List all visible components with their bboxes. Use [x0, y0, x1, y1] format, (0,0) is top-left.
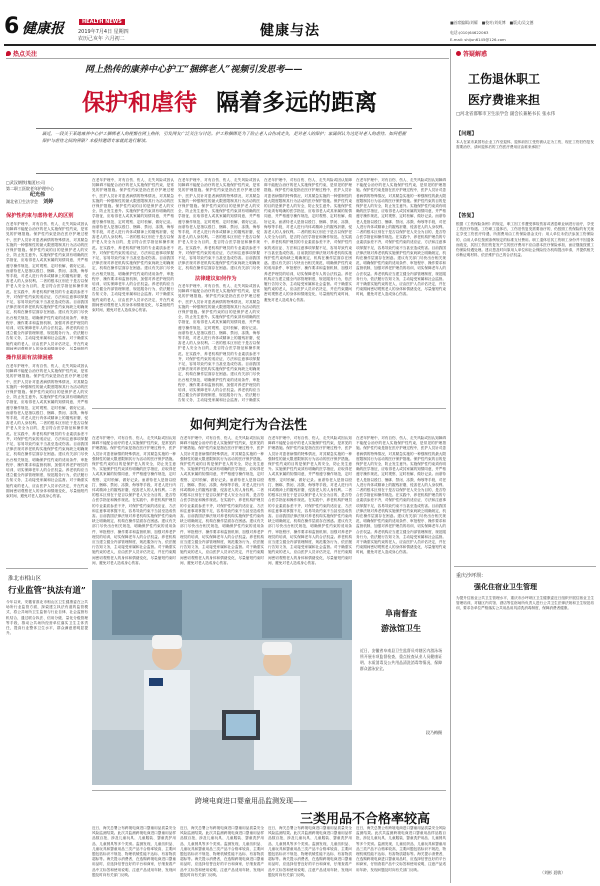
- subhead-legality: 如何判定行为合法性: [190, 418, 308, 433]
- link-proof: ■校对/刘英博: [481, 20, 506, 25]
- lead-body-col3b: 在老年护理中，对有自伤、伤人、走失风险或因认知障碍不能配合治疗的老人实施保护性约束，是常见的护理措施。保护性约束是指在医疗护理过程中，医护人员针对患者病情的特殊情况，对其紧急实施的一种强制性的最大限度限制其行为活动的医疗保护措施。保护性约束的目的是保护老人的安全，防止发生意外。实施保护性约束须有明确的医学指征，应取得老人或其家属的知情同意，并严格遵守操作规范，定时观察、定时松解，做好记录。而虐待老人是指以殴打、捆绑、禁闭、冻饿、侮辱等手段，对老人进行肉体或精神上的摧残折磨，侵害老人的人身权利。二者的根本区别在于是否以保护老人安全为目的，是否符合医学指征和操作规范。在实践中，养老机构护理员的专业素质参差不齐，对保护性约束的适应证、方法和注意事项掌握不足，容易导致约束不当甚至造成伤害。目前我国法律法规对养老机构实施保护性约束尚缺乏明确规定，机构在操作层面存在困惑。建议有关部门尽快出台相关规范，明确保护性约束的适用条件、审批程序、操作要求和监督机制，加强对养老护理员的培训，切实保障老年人的合法权益。养老机构应当建立健全内部管理制度，规范服务行为，依法履行告知义务，主动接受家属和社会监督。对于确需实: [178, 284, 260, 403]
- author-line-2: 第二职工医院老年护理中心: [6, 186, 54, 191]
- lead-body-col5: 在老年护理中，对有自伤、伤人、走失风险或因认知障碍不能配合治疗的老人实施保护性约束，是常见的护理措施。保护性约束是指在医疗护理过程中，医护人员针对患者病情的特殊情况，对其紧急实施的一种强制性的最大限度限制其行为活动的医疗保护措施。保护性约束的目的是保护老人的安全，防止发生意外。实施保护性约束须有明确的医学指征，应取得老人或其家属的知情同意，并严格遵守操作规范，定时观察、定时松解，做好记录。而虐待老人是指以殴打、捆绑、禁闭、冻饿、侮辱等手段，对老人进行肉体或精神上的摧残折磨，侵害老人的人身权利。二者的根本区别在于是否以保护老人安全为目的，是否符合医学指征和操作规范。在实践中，养老机构护理员的专业素质参差不齐，对保护性约束的适应证、方法和注意事项掌握不足，容易导致约束不当甚至造成伤害。目前我国法律法规对养老机构实施保护性约束尚缺乏明确规定，机构在操作层面存在困惑。建议有关部门尽快出台相关规范，明确保护性约束的适用条件、审批程序、操作要求和监督机制，加强对养老护理员的培训，切实保障老年人的合法权益。养老机构应当建立健全内部管理制度，规范服务行为，依法履行告知义务，主动接受家属和社会监督。对于确需实施约束的老人，应由医护人员评估决定，并在约束期间密切观察老人的身体和情绪变化，尽量缩短约束时间，避免对老人造成身心伤害。: [356, 178, 446, 297]
- qa-icon: [456, 51, 461, 56]
- section-en: HEALTH NEWS: [79, 19, 125, 25]
- section-title: 健康与法: [260, 23, 320, 39]
- bottom-body-3: 近日，海关总署公布跨境电商进口婴童用品质量安全风险监测结果。此次共监测跨境电商进口婴童用品样品数百批，涉及儿童玩具、儿童服装、婴童洗护用品、儿童餐具等多个类别。监测发现，儿童纺织品、儿童玩具和婴童用品三类产品不合格率较高，主要问题包括标识不规范、物理机械性能不达标、有害物质超标等。海关提示消费者，在选购跨境电商进口婴童用品时，应选择信誉良好的平台和商家，仔细查看产品中文标签和使用说明，注意产品适用年龄，发现问题及时向有关部门反映。: [268, 826, 352, 877]
- lead-body-col3a: 在老年护理中，对有自伤、伤人、走失风险或因认知障碍不能配合治疗的老人实施保护性约束，是常见的护理措施。保护性约束是指在医疗护理过程中，医护人员针对患者病情的特殊情况，对其紧急实施的一种强制性的最大限度限制其行为活动的医疗保护措施。保护性约束的目的是保护老人的安全，防止发生意外。实施保护性约束须有明确的医学指征，应取得老人或其家属的知情同意，并严格遵守操作规范，定时观察、定时松解，做好记录。而虐待老人是指以殴打、捆绑、禁闭、冻饿、侮辱等手段，对老人进行肉体或精神上的摧残折磨，侵害老人的人身权利。二者的根本区别在于是否以保护老人安全为目的，是否符合医学指征和操作规范。在实践中，养老机构护理员的专业素质参差不齐，对保护性约束的适应证、方法和注意事项掌握不足，容易导致约束不当甚至造成伤害。目前我国法律法规对养老机构实施保护性约束尚缺乏明确规定，机构在操作层面存在困惑。建议有关部门尽快: [178, 178, 260, 270]
- brief-title: 强化住宿业卫生管理: [474, 582, 537, 591]
- lead-headline: [82, 84, 377, 117]
- tag-hot: [6, 49, 37, 58]
- lead-body-col2: 在老年护理中，对有自伤、伤人、走失风险或因认知障碍不能配合治疗的老人实施保护性约束，是常见的护理措施。保护性约束是指在医疗护理过程中，医护人员针对患者病情的特殊情况，对其紧急实施的一种强制性的最大限度限制其行为活动的医疗保护措施。保护性约束的目的是保护老人的安全，防止发生意外。实施保护性约束须有明确的医学指征，应取得老人或其家属的知情同意，并严格遵守操作规范，定时观察、定时松解，做好记录。而虐待老人是指以殴打、捆绑、禁闭、冻饿、侮辱等手段，对老人进行肉体或精神上的摧残折磨，侵害老人的人身权利。二者的根本区别在于是否以保护老人安全为目的，是否符合医学指征和操作规范。在实践中，养老机构护理员的专业素质参差不齐，对保护性约束的适应证、方法和注意事项掌握不足，容易导致约束不当甚至造成伤害。目前我国法律法规对养老机构实施保护性约束尚缺乏明确规定，机构在操作层面存在困惑。建议有关部门尽快出台相关规范，明确保护性约束的适用条件、审批程序、操作要求和监督机制，加强对养老护理员的培训，切实保障老年人的合法权益。养老机构应当建立健全内部管理制度，规范服务行为，依法履行告知义务，主动接受家属和社会监督。对于确需实施约束的老人，应由医护人员评估决定，并在约束期间密切观察老人的身体和情绪变化，尽量缩短约束时间，避免对老人造成身心伤害。: [92, 178, 174, 313]
- subhead-difference: 保护性约束与虐待老人的区别: [6, 213, 74, 219]
- author-name-2: 刘婷: [43, 199, 54, 205]
- bottom-headline: 三类用品不合格率较高: [300, 812, 431, 827]
- caption-text: 近日，安徽省阜南县卫生监督员对辖区内游泳场所开展专项监督检查，重点检查从业人员健康证明、水质消毒及公共用品清洗消毒等情况，保障群众游泳安全。: [360, 648, 442, 671]
- brief-credit: （刘彬 聂敏）: [540, 870, 566, 875]
- brief-text: 为提升住宿业公共卫生管理水平，重庆市沙坪坝区卫生健康委近日组织开展住宿业卫生管理培训，对辖区内宾馆、酒店等住宿场所负责人进行公共卫生法律法规和卫生规范培训，要求各单位严格落实公共用品用具清洗消毒制度，保障消费者健康。: [456, 596, 594, 611]
- question-label: 【问题】: [456, 131, 477, 137]
- sidebar-author: □河北省邯郸市卫生法学会 副会长兼秘书长 张永伟: [456, 112, 556, 117]
- issue-date: 2019年7月4日 星期四: [78, 29, 129, 35]
- headline-part2: 隔着多远的距离: [216, 90, 378, 116]
- page-number: 6: [4, 14, 20, 39]
- tag-qa-label: 答疑解惑: [463, 51, 488, 58]
- sidebar-brief-rule: [454, 566, 596, 567]
- headline-part1: 保护和虐待: [82, 90, 197, 116]
- photo-caption-box: [356, 580, 446, 785]
- author-line-4: [6, 199, 86, 205]
- bottom-kicker: 跨境电商进口婴童用品监测发现——: [195, 797, 307, 805]
- contact-phone: 电话:(010)64622063: [450, 30, 489, 35]
- caption-label-1: 阜南督查: [385, 608, 417, 618]
- tag-hot-label: 热点关注: [13, 51, 38, 58]
- lunar-date: 农历己亥年 六月初二: [78, 36, 125, 42]
- masthead-links: [450, 20, 598, 26]
- flame-icon: [6, 51, 11, 56]
- lead-kicker: 网上热传的康养中心护工“捆绑老人”视频引发思考——: [85, 65, 303, 75]
- photo-illustration: [92, 580, 352, 785]
- caption-label-2: 游泳馆卫生: [381, 623, 421, 633]
- author-line-3: 纪光伟: [30, 192, 46, 198]
- lower-left-kicker: 淮北市相山区: [8, 576, 42, 582]
- summary-box: [36, 128, 412, 174]
- sidebar-divider: [450, 49, 451, 883]
- sidebar-headline: [468, 70, 540, 108]
- lead-body-lower-2: 在老年护理中，对有自伤、伤人、走失风险或因认知障碍不能配合治疗的老人实施保护性约束，是常见的护理措施。保护性约束是指在医疗护理过程中，医护人员针对患者病情的特殊情况，对其紧急实施的一种强制性的最大限度限制其行为活动的医疗保护措施。保护性约束的目的是保护老人的安全，防止发生意外。实施保护性约束须有明确的医学指征，应取得老人或其家属的知情同意，并严格遵守操作规范，定时观察、定时松解，做好记录。而虐待老人是指以殴打、捆绑、禁闭、冻饿、侮辱等手段，对老人进行肉体或精神上的摧残折磨，侵害老人的人身权利。二者的根本区别在于是否以保护老人安全为目的，是否符合医学指征和操作规范。在实践中，养老机构护理员的专业素质参差不齐，对保护性约束的适应证、方法和注意事项掌握不足，容易导致约束不当甚至造成伤害。目前我国法律法规对养老机构实施保护性约束尚缺乏明确规定，机构在操作层面存在困惑。建议有关部门尽快出台相关规范，明确保护性约束的适用条件、审批程序、操作要求和监督机制，加强对养老护理员的培训，切实保障老年人的合法权益。养老机构应当建立健全内部管理制度，规范服务行为，依法履行告知义务，主动接受家属和社会监督。对于确需实施约束的老人，应由医护人员评估决定，并在约束期间密切观察老人的身体和情绪变化，尽量缩短约束时间，避免对老人造成身心伤害。: [180, 436, 264, 565]
- brief-tag: 重庆沙坪坝：: [456, 573, 487, 579]
- bottom-rule: [92, 790, 446, 791]
- bottom-body-4: 近日，海关总署公布跨境电商进口婴童用品质量安全风险监测结果。此次共监测跨境电商进口婴童用品样品数百批，涉及儿童玩具、儿童服装、婴童洗护用品、儿童餐具等多个类别。监测发现，儿童纺织品、儿童玩具和婴童用品三类产品不合格率较高，主要问题包括标识不规范、物理机械性能不达标、有害物质超标等。海关提示消费者，在选购跨境电商进口婴童用品时，应选择信誉良好的平台和商家，仔细查看产品中文标签和使用说明，注意产品适用年龄，发现问题及时向有关部门反映。: [356, 826, 446, 872]
- answer-text: 根据《工伤保险条例》的规定，职工因工作遭受事故伤害或者患职业病进行治疗，享受工伤医疗待遇。工伤职工退休后，工伤旧伤复发需要治疗的，仍按照工伤保险的有关规定享受工伤医疗待遇，所需费用由工伤保险基金支付；用人单位未依法参加工伤保险的，由用人单位按照条例规定的标准支付费用。职工退休后其工伤职工身份并不因退休而改变，其因工伤旧伤复发产生的医疗费用不应由基本医疗保险承担，而应继续按照工伤保险待遇处理。建议您及时向原用人单位和社会保险经办机构提出申请，并提供相关诊断证明材料，依法维护自己的合法权益。: [456, 222, 594, 258]
- lead-body-lower-4: 在老年护理中，对有自伤、伤人、走失风险或因认知障碍不能配合治疗的老人实施保护性约束，是常见的护理措施。保护性约束是指在医疗护理过程中，医护人员针对患者病情的特殊情况，对其紧急实施的一种强制性的最大限度限制其行为活动的医疗保护措施。保护性约束的目的是保护老人的安全，防止发生意外。实施保护性约束须有明确的医学指征，应取得老人或其家属的知情同意，并严格遵守操作规范，定时观察、定时松解，做好记录。而虐待老人是指以殴打、捆绑、禁闭、冻饿、侮辱等手段，对老人进行肉体或精神上的摧残折磨，侵害老人的人身权利。二者的根本区别在于是否以保护老人安全为目的，是否符合医学指征和操作规范。在实践中，养老机构护理员的专业素质参差不齐，对保护性约束的适应证、方法和注意事项掌握不足，容易导致约束不当甚至造成伤害。目前我国法律法规对养老机构实施保护性约束尚缺乏明确规定，机构在操作层面存在困惑。建议有关部门尽快出台相关规范，明确保护性约束的适用条件、审批程序、操作要求和监督机制，加强对养老护理员的培训，切实保障老年人的合法权益。养老机构应当建立健全内部管理制度，规范服务行为，依法履行告知义务，主动接受家属和社会监督。对于确需实施约束的老人，应由医护人员评估决定，并在约束期间密切观察老人的身体和情绪变化，尽量缩短约束时间，避免对老人造成身心伤害。: [356, 436, 446, 555]
- sidebar-headline-2: 医疗费谁来担: [468, 93, 541, 107]
- summary-text: 最近，一段关于某地康养中心护工捆绑老人的视频在网上热传，引发网友广泛关注与讨论。护工称捆绑是为了防止老人自伤或走失，是对老人的保护；家属则认为这是对老人的虐待。如何把握保护与虐待之间的界限？本报特邀请专家就此进行解读。: [42, 132, 406, 144]
- subhead-confusion: 操作层面有法律困惑: [6, 355, 53, 361]
- tag-qa: [456, 49, 487, 58]
- lower-left-body: 今年以来，安徽省淮北市相山区卫生健康委在公共场所行业监管方面，探索建立执法有道的监管模式，将公共场所卫生监督与行业自律、社会监督有机结合，通过联合执法、信用分级、量化分级管理等手段，推动公共场所经营单位落实卫生主体责任，提高行业整体卫生水平，群众满意度明显提升。: [6, 600, 88, 636]
- answer-label: 【答复】: [456, 213, 477, 219]
- link-editor: ■首席编辑/刘耀: [450, 20, 478, 25]
- lead-body-col4: 在老年护理中，对有自伤、伤人、走失风险或因认知障碍不能配合治疗的老人实施保护性约束，是常见的护理措施。保护性约束是指在医疗护理过程中，医护人员针对患者病情的特殊情况，对其紧急实施的一种强制性的最大限度限制其行为活动的医疗保护措施。保护性约束的目的是保护老人的安全，防止发生意外。实施保护性约束须有明确的医学指征，应取得老人或其家属的知情同意，并严格遵守操作规范，定时观察、定时松解，做好记录。而虐待老人是指以殴打、捆绑、禁闭、冻饿、侮辱等手段，对老人进行肉体或精神上的摧残折磨，侵害老人的人身权利。二者的根本区别在于是否以保护老人安全为目的，是否符合医学指征和操作规范。在实践中，养老机构护理员的专业素质参差不齐，对保护性约束的适应证、方法和注意事项掌握不足，容易导致约束不当甚至造成伤害。目前我国法律法规对养老机构实施保护性约束尚缺乏明确规定，机构在操作层面存在困惑。建议有关部门尽快出台相关规范，明确保护性约束的适用条件、审批程序、操作要求和监督机制，加强对养老护理员的培训，切实保障老年人的合法权益。养老机构应当建立健全内部管理制度，规范服务行为，依法履行告知义务，主动接受家属和社会监督。对于确需实施约束的老人，应由医护人员评估决定，并在约束期间密切观察老人的身体和情绪变化，尽量缩短约束时间，避免对老人造成身心伤害。: [264, 178, 352, 302]
- bottom-body-1: 近日，海关总署公布跨境电商进口婴童用品质量安全风险监测结果。此次共监测跨境电商进口婴童用品样品数百批，涉及儿童玩具、儿童服装、婴童洗护用品、儿童餐具等多个类别。监测发现，儿童纺织品、儿童玩具和婴童用品三类产品不合格率较高，主要问题包括标识不规范、物理机械性能不达标、有害物质超标等。海关提示消费者，在选购跨境电商进口婴童用品时，应选择信誉良好的平台和商家，仔细查看产品中文标签和使用说明，注意产品适用年龄，发现问题及时向有关部门反映。: [92, 826, 176, 877]
- photo: [92, 580, 352, 785]
- link-layout: ■版式/吴文德: [509, 20, 534, 25]
- masthead-rule: [4, 44, 596, 46]
- subhead-legal-advice: 法律建议如何作为: [195, 276, 237, 282]
- author-line-1: □武汉钢铁(集团)公司: [6, 180, 45, 185]
- sidebar-headline-1: 工伤退休职工: [468, 72, 541, 86]
- author-org-2: 湖北省卫生法学会: [6, 199, 38, 204]
- caption-credit: 段乃梅摄: [426, 730, 442, 735]
- lower-left-headline: 行业监管“执法有道”: [8, 586, 86, 596]
- bottom-body-2: 近日，海关总署公布跨境电商进口婴童用品质量安全风险监测结果。此次共监测跨境电商进口婴童用品样品数百批，涉及儿童玩具、儿童服装、婴童洗护用品、儿童餐具等多个类别。监测发现，儿童纺织品、儿童玩具和婴童用品三类产品不合格率较高，主要问题包括标识不规范、物理机械性能不达标、有害物质超标等。海关提示消费者，在选购跨境电商进口婴童用品时，应选择信誉良好的平台和商家，仔细查看产品中文标签和使用说明，注意产品适用年龄，发现问题及时向有关部门反映。: [180, 826, 264, 877]
- lower-left-rule: [6, 568, 88, 569]
- mid-rule: [92, 408, 446, 409]
- lead-body-col1b: 在老年护理中，对有自伤、伤人、走失风险或因认知障碍不能配合治疗的老人实施保护性约束，是常见的护理措施。保护性约束是指在医疗护理过程中，医护人员针对患者病情的特殊情况，对其紧急实施的一种强制性的最大限度限制其行为活动的医疗保护措施。保护性约束的目的是保护老人的安全，防止发生意外。实施保护性约束须有明确的医学指征，应取得老人或其家属的知情同意，并严格遵守操作规范，定时观察、定时松解，做好记录。而虐待老人是指以殴打、捆绑、禁闭、冻饿、侮辱等手段，对老人进行肉体或精神上的摧残折磨，侵害老人的人身权利。二者的根本区别在于是否以保护老人安全为目的，是否符合医学指征和操作规范。在实践中，养老机构护理员的专业素质参差不齐，对保护性约束的适应证、方法和注意事项掌握不足，容易导致约束不当甚至造成伤害。目前我国法律法规对养老机构实施保护性约束尚缺乏明确规定，机构在操作层面存在困惑。建议有关部门尽快出台相关规范，明确保护性约束的适用条件、审批程序、操作要求和监督机制，加强对养老护理员的培训，切实保障老年人的合法权益。养老机构应当建立健全内部管理制度，规范服务行为，依法履行告知义务，主动接受家属和社会监督。对于确需实施约束的老人，应由医护人员评估决定，并在约束期间密切观察老人的身体和情绪变化，尽量缩短约束时间，避免对老人造成身心伤害。: [6, 364, 88, 499]
- paper-name: 健康报: [22, 21, 64, 37]
- lead-top-rule: [6, 58, 449, 59]
- lead-body-lower-1: 在老年护理中，对有自伤、伤人、走失风险或因认知障碍不能配合治疗的老人实施保护性约束，是常见的护理措施。保护性约束是指在医疗护理过程中，医护人员针对患者病情的特殊情况，对其紧急实施的一种强制性的最大限度限制其行为活动的医疗保护措施。保护性约束的目的是保护老人的安全，防止发生意外。实施保护性约束须有明确的医学指征，应取得老人或其家属的知情同意，并严格遵守操作规范，定时观察、定时松解，做好记录。而虐待老人是指以殴打、捆绑、禁闭、冻饿、侮辱等手段，对老人进行肉体或精神上的摧残折磨，侵害老人的人身权利。二者的根本区别在于是否以保护老人安全为目的，是否符合医学指征和操作规范。在实践中，养老机构护理员的专业素质参差不齐，对保护性约束的适应证、方法和注意事项掌握不足，容易导致约束不当甚至造成伤害。目前我国法律法规对养老机构实施保护性约束尚缺乏明确规定，机构在操作层面存在困惑。建议有关部门尽快出台相关规范，明确保护性约束的适用条件、审批程序、操作要求和监督机制，加强对养老护理员的培训，切实保障老年人的合法权益。养老机构应当建立健全内部管理制度，规范服务行为，依法履行告知义务，主动接受家属和社会监督。对于确需实施约束的老人，应由医护人员评估决定，并在约束期间密切观察老人的身体和情绪变化，尽量缩短约束时间，避免对老人造成身心伤害。: [92, 436, 176, 565]
- question-text: 本人在某市某国有企业工作至退休，退休前因工受伤被认定为工伤，现在工伤旧伤复发需要治疗，请问退休后的工伤医疗费用应由谁来承担？: [456, 140, 594, 150]
- author-block: [6, 180, 86, 205]
- lead-body-lower-3: 在老年护理中，对有自伤、伤人、走失风险或因认知障碍不能配合治疗的老人实施保护性约束，是常见的护理措施。保护性约束是指在医疗护理过程中，医护人员针对患者病情的特殊情况，对其紧急实施的一种强制性的最大限度限制其行为活动的医疗保护措施。保护性约束的目的是保护老人的安全，防止发生意外。实施保护性约束须有明确的医学指征，应取得老人或其家属的知情同意，并严格遵守操作规范，定时观察、定时松解，做好记录。而虐待老人是指以殴打、捆绑、禁闭、冻饿、侮辱等手段，对老人进行肉体或精神上的摧残折磨，侵害老人的人身权利。二者的根本区别在于是否以保护老人安全为目的，是否符合医学指征和操作规范。在实践中，养老机构护理员的专业素质参差不齐，对保护性约束的适应证、方法和注意事项掌握不足，容易导致约束不当甚至造成伤害。目前我国法律法规对养老机构实施保护性约束尚缺乏明确规定，机构在操作层面存在困惑。建议有关部门尽快出台相关规范，明确保护性约束的适用条件、审批程序、操作要求和监督机制，加强对养老护理员的培训，切实保障老年人的合法权益。养老机构应当建立健全内部管理制度，规范服务行为，依法履行告知义务，主动接受家属和社会监督。对于确需实施约束的老人，应由医护人员评估决定，并在约束期间密切观察老人的身体和情绪变化，尽量缩短约束时间，避免对老人造成身心伤害。: [268, 436, 352, 565]
- lead-body-col1a: 在老年护理中，对有自伤、伤人、走失风险或因认知障碍不能配合治疗的老人实施保护性约束，是常见的护理措施。保护性约束是指在医疗护理过程中，医护人员针对患者病情的特殊情况，对其紧急实施的一种强制性的最大限度限制其行为活动的医疗保护措施。保护性约束的目的是保护老人的安全，防止发生意外。实施保护性约束须有明确的医学指征，应取得老人或其家属的知情同意，并严格遵守操作规范，定时观察、定时松解，做好记录。而虐待老人是指以殴打、捆绑、禁闭、冻饿、侮辱等手段，对老人进行肉体或精神上的摧残折磨，侵害老人的人身权利。二者的根本区别在于是否以保护老人安全为目的，是否符合医学指征和操作规范。在实践中，养老机构护理员的专业素质参差不齐，对保护性约束的适应证、方法和注意事项掌握不足，容易导致约束不当甚至造成伤害。目前我国法律法规对养老机构实施保护性约束尚缺乏明确规定，机构在操作层面存在困惑。建议有关部门尽快出台相关规范，明确保护性约束的适用条件、审批程序、操作要求和监督机制，加强对养老护理员的培训，切实保障老年人的合法权益。养老机构应当建立健全内部管理制度，规范服务行为，依法履行告知义务，主动接受家属和社会监督。对于确需实施约束的老人，应由医护人员评估决定，并在约束期间密切观察老人的身体和情绪变化，尽量缩短约: [6, 222, 88, 350]
- contact-email: E-mail: shijun6145@126.com: [450, 37, 506, 42]
